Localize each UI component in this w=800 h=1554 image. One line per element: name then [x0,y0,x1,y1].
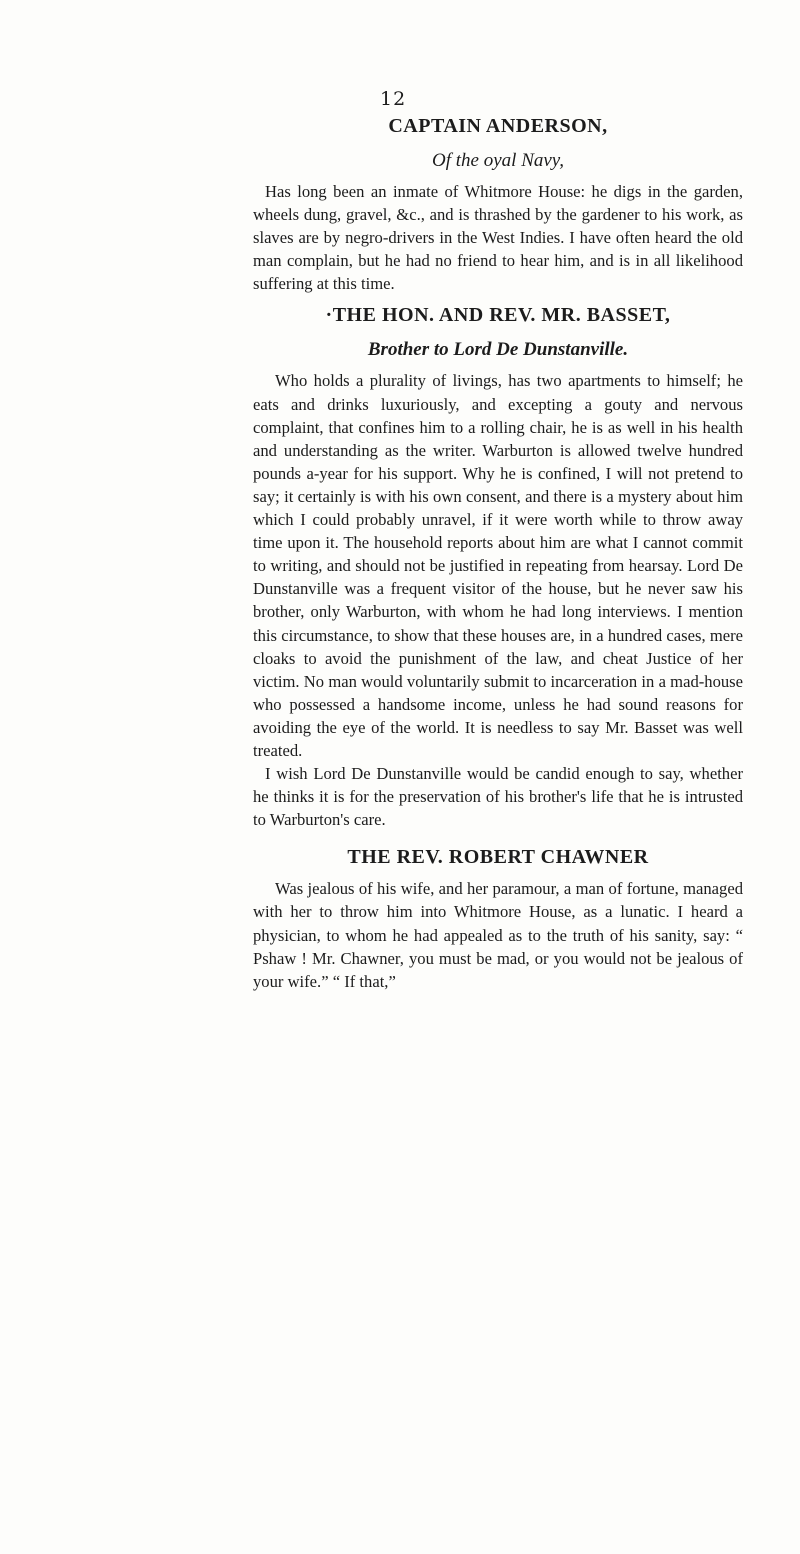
section-mr-basset [253,301,743,831]
section-paragraph: Was jealous of his wife, and her paramour, a man of fortune, managed with her to throw him into Whitmore House, as a lunatic. I heard a physician, to whom he had appealed as to the truth of his sanity, say: “ Pshaw ! Mr. Chawner, you must be mad, or you would not be jealous of your wife.” “ If that,” [253,879,743,991]
section-paragraph: Has long been an inmate of Whitmore House: he digs in the garden, wheels dung, gravel, &c., and is thrashed by the gardener to his work, as slaves are by negro-drivers in the West Indies. I have often heard the old man complain, but he had no friend to hear him, and is in all likelihood suffering at this time. [253,182,743,294]
section-heading: THE REV. ROBERT CHAWNER [347,846,649,869]
section-heading: ·THE HON. AND REV. MR. BASSET, [325,304,671,327]
section-subheading: Brother to Lord De Dunstanville. [367,339,629,361]
section-paragraph: Who holds a plurality of livings, has two apartments to himself; he eats and drinks luxuriously, and excepting a gouty and nervous complaint, that confines him to a rolling chair, he is as well in his health and understanding as the writer. Warburton is allowed twelve hundred pounds a-year for his support. Why he is confined, I will not pretend to say; it certainly is with his own consent, and there is a mystery about him which I could probably unravel, if it were worth while to throw away time upon it. The household reports about him are what I cannot commit to writing, and should not be justified in repeating from hearsay. Lord De Dunstanville was a frequent visitor of the house, but he never saw his brother, only Warburton, with whom he had long interviews. I mention this circumstance, to show that these houses are, in a hundred cases, mere cloaks to avoid the punishment of the law, and cheat Justice of her victim. No man would voluntarily submit to incarceration in a mad-house who possessed a handsome income, unless he had sound reasons for avoiding the eye of the world. It is needless to say Mr. Basset was well treated. [253,371,743,760]
section-heading: CAPTAIN ANDERSON, [388,115,608,137]
section-paragraph: I wish Lord De Dunstanville would be candid enough to say, whether he thinks it is for the preservation of his brother's life that he is intrusted to Warburton's care. [253,764,743,830]
page-content [253,112,743,993]
section-captain-anderson [253,112,743,295]
page-number: 12 [380,88,407,110]
section-subheading: Of the oyal Navy, [432,150,564,171]
section-rev-chawner [253,843,743,992]
